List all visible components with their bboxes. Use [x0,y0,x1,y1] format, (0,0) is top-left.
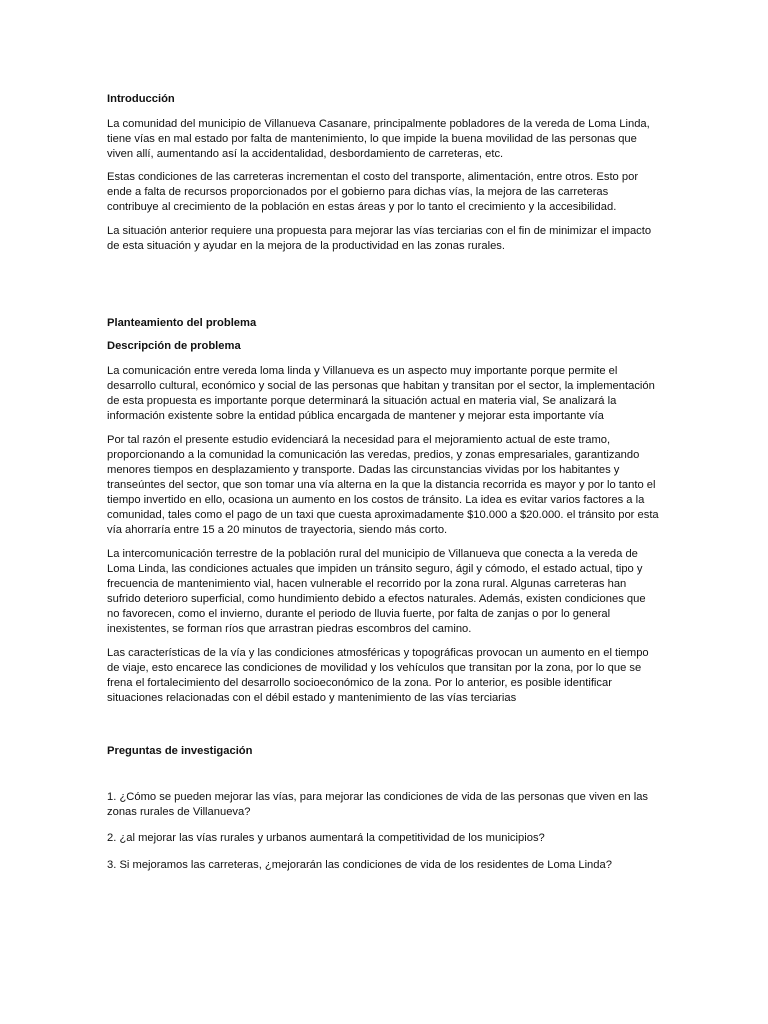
question-2: 2. ¿al mejorar las vías rurales y urbanos aumentará la competitividad de los municipios? [107,832,545,844]
problem-heading: Planteamiento del problema [107,317,257,329]
question-3: 3. Si mejoramos las carreteras, ¿mejorarán las condiciones de vida de los residentes de Loma Linda? [107,859,612,871]
problem-subheading: Descripción de problema [107,340,241,352]
intro-paragraph-1: La comunidad del municipio de Villanueva Casanare, principalmente pobladores de la vereda de Loma Linda, tiene vías en mal estado por falta de mantenimiento, lo que impide la buena movilidad de las personas que viven allí, aumentando así la accidentalidad, desbordamiento de carreteras, etc. [107,118,650,160]
questions-heading: Preguntas de investigación [107,745,253,757]
intro-heading: Introducción [107,93,175,105]
problem-paragraph-4: Las características de la vía y las condiciones atmosféricas y topográficas provocan un aumento en el tiempo de viaje, esto encarece las condiciones de movilidad y los vehículos que transitan por la zona, por lo que se frena el fortalecimiento del desarrollo socioeconómico de la zona. Por lo anterior, es posible identificar situaciones relacionadas con el débil estado y mantenimiento de las vías terciarias [107,647,649,704]
document-content [107,92,659,873]
question-1: 1. ¿Cómo se pueden mejorar las vías, para mejorar las condiciones de vida de las personas que viven en las zonas rurales de Villanueva? [107,791,649,818]
intro-paragraph-3: La situación anterior requiere una propuesta para mejorar las vías terciarias con el fin de minimizar el impacto de esta situación y ayudar en la mejora de la productividad en las zonas rurales. [107,225,652,252]
problem-paragraph-3: La intercomunicación terrestre de la población rural del municipio de Villanueva que conecta a la vereda de Loma Linda, las condiciones actuales que impiden un tránsito seguro, ágil y cómodo, el estado actual, tipo y frecuencia de mantenimiento vial, hacen vulnerable el recorrido por la zona rural. Algunas carreteras han sufrido deterioro superficial, como hundimiento debido a efectos naturales. Además, existen condiciones que no favorecen, como el invierno, durante el periodo de lluvia fuerte, por falta de zanjas o por lo general inexistentes, se forman ríos que arrastran piedras escombros del camino. [107,548,646,635]
problem-paragraph-1: La comunicación entre vereda loma linda y Villanueva es un aspecto muy importante porque permite el desarrollo cultural, económico y social de las personas que habitan y transitan por el sector, la implementación de esta propuesta es importante porque determinará la situación actual en materia vial, Se analizará la información existente sobre la entidad pública encargada de mantener y mejorar esta importante vía [107,365,655,422]
intro-paragraph-2: Estas condiciones de las carreteras incrementan el costo del transporte, alimentación, entre otros. Esto por ende a falta de recursos proporcionados por el gobierno para dichas vías, la mejora de las carreteras contribuye al crecimiento de la población en estas áreas y por lo tanto el crecimiento y la accesibilidad. [107,171,639,213]
problem-paragraph-2: Por tal razón el presente estudio evidenciará la necesidad para el mejoramiento actual de este tramo, proporcionando a la comunidad la comunicación las veredas, predios, y zonas empresariales, garantizando menores tiempos en desplazamiento y transporte. Dadas las circunstancias vividas por los habitantes y transeúntes del sector, que son tomar una vía alterna en la que la distancia recorrida es mayor y por lo tanto el tiempo invertido en ello, ocasiona un aumento en los costos de tránsito. La idea es evitar varios factores a la comunidad, tales como el pago de un taxi que cuesta aproximadamente $10.000 a $20.000. el tránsito por esta vía ahorraría entre 15 a 20 minutos de trayectoria, siendo más corto. [107,434,659,536]
